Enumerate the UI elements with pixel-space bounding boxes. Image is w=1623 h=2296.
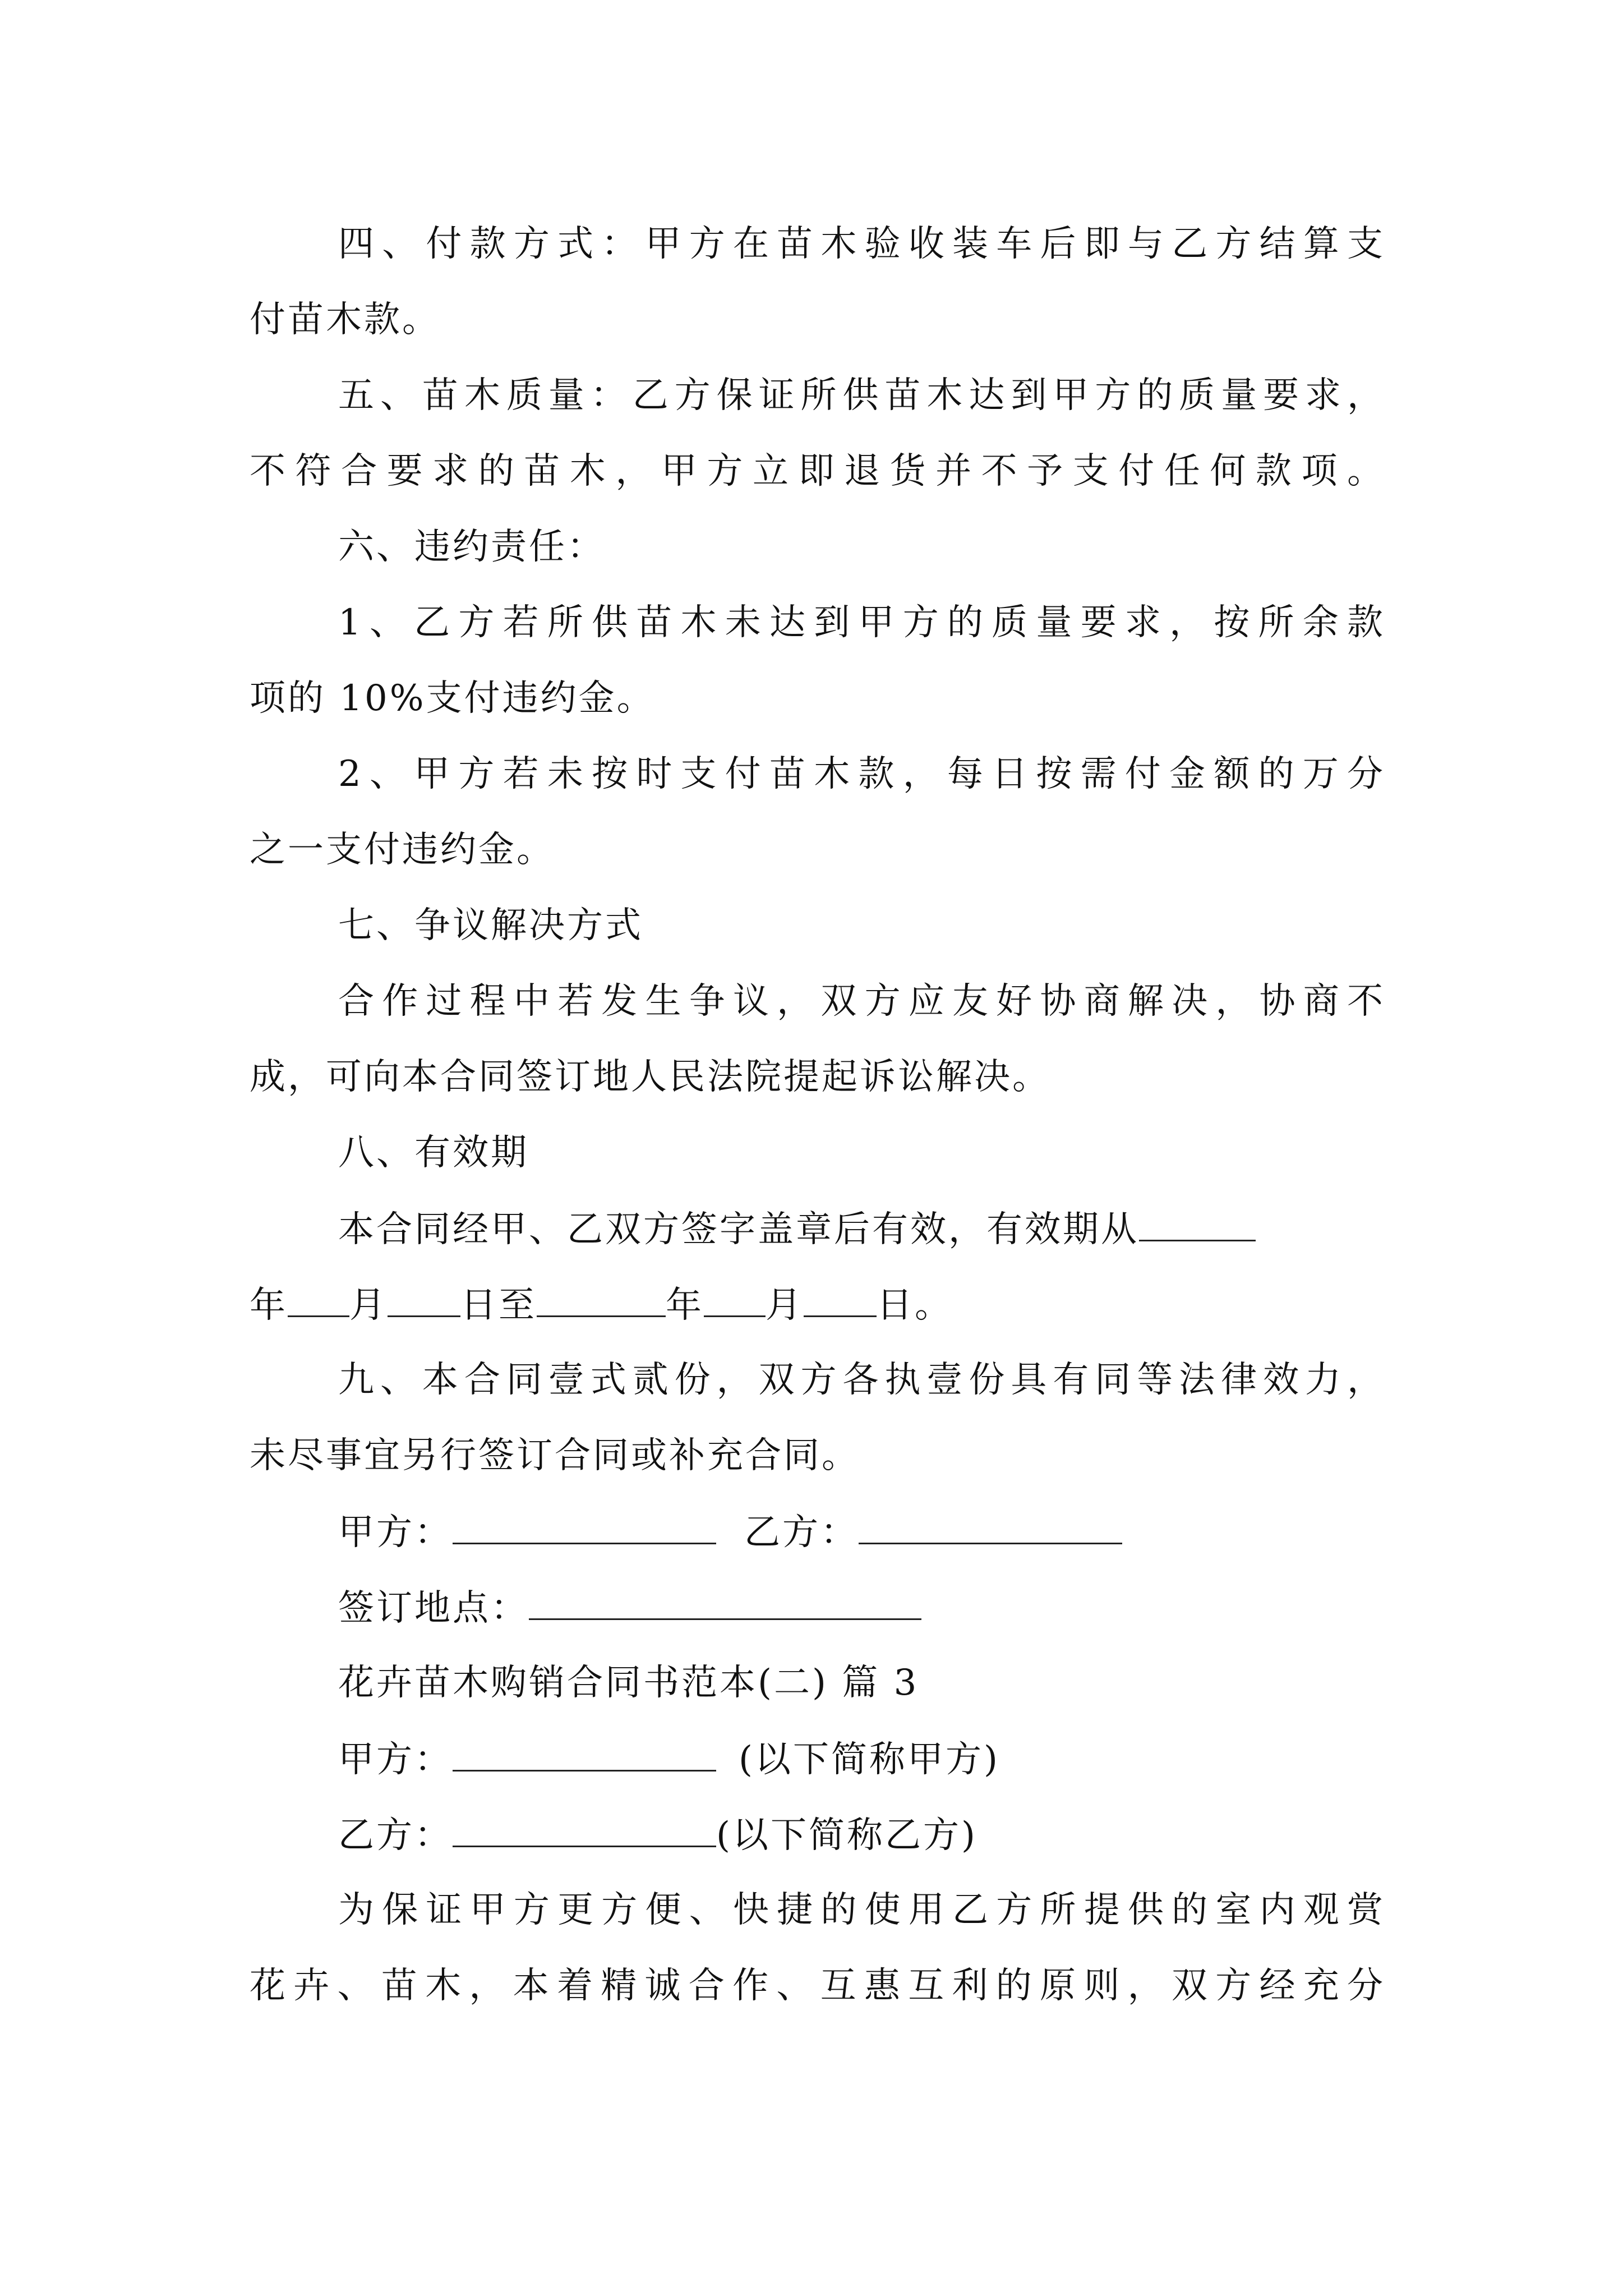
validity-text: 本合同经甲、乙双方签字盖章后有效，有效期从 <box>338 1209 1139 1250</box>
sign-party-a-label: 甲方： <box>338 1512 453 1553</box>
sign-party-b-label: 乙方： <box>744 1512 859 1553</box>
payment-clause-line-1: 四、付款方式：甲方在苗木验收装车后即与乙方结算支 <box>338 223 1385 265</box>
breach-heading: 六、违约责任： <box>338 526 605 568</box>
party-a-note: (以下简称甲方) <box>739 1739 1000 1780</box>
month-blank-2[interactable] <box>704 1282 766 1317</box>
party-b-label: 乙方： <box>338 1815 453 1856</box>
breach-item-2-line-1: 2、甲方若未按时支付苗木款，每日按需付金额的万分 <box>338 753 1385 795</box>
signing-place-label: 签订地点： <box>338 1588 529 1629</box>
copies-line-1: 九、本合同壹式贰份，双方各执壹份具有同等法律效力， <box>338 1359 1385 1401</box>
signature-parties-line <box>338 1509 1122 1555</box>
year-label-1: 年 <box>250 1285 288 1326</box>
month-label-2: 月 <box>766 1285 804 1326</box>
copies-line-2: 未尽事宜另行签订合同或补充合同。 <box>250 1435 860 1476</box>
validity-line-1 <box>338 1206 1256 1252</box>
signing-place-field[interactable] <box>529 1585 921 1620</box>
day-to-label: 日至 <box>460 1285 537 1326</box>
intro-line-2: 花卉、苗木，本着精诚合作、互惠互利的原则，双方经充分 <box>250 1965 1385 2007</box>
intro-line-1: 为保证甲方更方便、快捷的使用乙方所提供的室内观赏 <box>338 1889 1385 1931</box>
day-label-2: 日。 <box>877 1285 953 1326</box>
day-blank-1[interactable] <box>388 1282 460 1317</box>
sign-party-b-field[interactable] <box>859 1509 1122 1544</box>
validity-line-2 <box>250 1282 953 1328</box>
sign-party-a-field[interactable] <box>453 1509 716 1544</box>
signing-place-line <box>338 1585 921 1631</box>
section-title: 花卉苗木购销合同书范本(二) 篇 3 <box>338 1662 919 1704</box>
quality-clause-line-1: 五、苗木质量：乙方保证所供苗木达到甲方的质量要求， <box>338 375 1385 416</box>
payment-clause-line-2: 付苗木款。 <box>250 299 440 341</box>
party-b-field[interactable] <box>453 1812 716 1847</box>
dispute-line-1: 合作过程中若发生争议，双方应友好协商解决，协商不 <box>338 981 1385 1022</box>
day-blank-2[interactable] <box>804 1282 877 1317</box>
quality-clause-line-2: 不符合要求的苗木，甲方立即退货并不予支付任何款项。 <box>250 450 1385 492</box>
year-blank-2[interactable] <box>537 1282 666 1317</box>
party-b-note: (以下简称乙方) <box>716 1815 978 1856</box>
breach-item-1-line-1: 1、乙方若所供苗木未达到甲方的质量要求，按所余款 <box>338 602 1385 643</box>
breach-item-1-line-2: 项的 10%支付违约金。 <box>250 678 655 719</box>
validity-from-blank[interactable] <box>1139 1206 1256 1241</box>
party-b-line <box>338 1812 978 1858</box>
dispute-line-2: 成，可向本合同签订地人民法院提起诉讼解决。 <box>250 1056 1050 1098</box>
month-label-1: 月 <box>349 1285 388 1326</box>
validity-heading: 八、有效期 <box>338 1132 529 1174</box>
party-a-label: 甲方： <box>338 1739 453 1780</box>
party-a-line <box>338 1736 1000 1782</box>
breach-item-2-line-2: 之一支付违约金。 <box>250 829 555 871</box>
dispute-heading: 七、争议解决方式 <box>338 905 643 946</box>
party-a-field[interactable] <box>453 1736 716 1772</box>
year-label-2: 年 <box>666 1285 704 1326</box>
month-blank-1[interactable] <box>288 1282 349 1317</box>
